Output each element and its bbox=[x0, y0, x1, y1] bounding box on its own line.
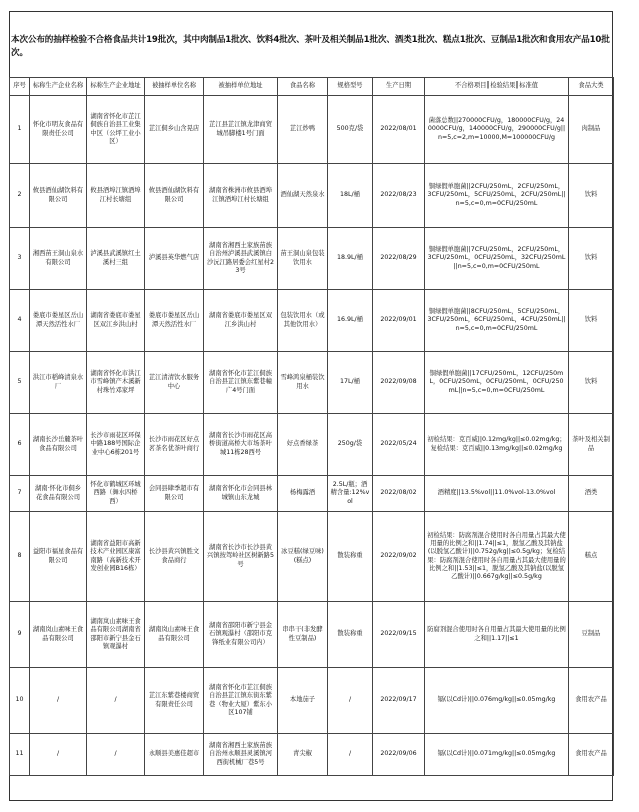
cell-category: 饮料 bbox=[569, 352, 614, 414]
cell-production-date: 2022/09/06 bbox=[373, 734, 425, 776]
cell-sampled-unit: 娄底市娄星区岳山潭天然活性水厂 bbox=[145, 290, 204, 352]
cell-sampled-address: 湖南省怀化市芷江侗族自治县芷江镇东紫巷幢广4号门面 bbox=[204, 352, 278, 414]
cell-food-name: 串串干(非发酵性豆制品) bbox=[278, 602, 328, 668]
cell-producer: 湖南岚山素味王食品有限公司 bbox=[30, 602, 87, 668]
cell-no: 8 bbox=[10, 512, 30, 602]
cell-producer: 湖南长沙岳麓茶叶食品有限公司 bbox=[30, 414, 87, 476]
cell-producer-address: / bbox=[87, 668, 145, 734]
cell-producer: / bbox=[30, 668, 87, 734]
table-row bbox=[10, 734, 614, 776]
cell-production-date: 2022/08/23 bbox=[373, 164, 425, 228]
cell-producer-address: 湖南省娄底市娄星区双江乡洪山村 bbox=[87, 290, 145, 352]
cell-spec: 18.9L/桶 bbox=[328, 228, 373, 290]
cell-result: 初检结果：克百威||0.12mg/kg||≤0.02mg/kg；复检结果：克百威||0.13mg/kg||≤0.02mg/kg bbox=[425, 414, 569, 476]
document-sheet bbox=[9, 11, 613, 801]
col-header-sampled-address: 被抽样单位地址 bbox=[204, 78, 278, 96]
cell-food-name: 酒仙湖天然泉水 bbox=[278, 164, 328, 228]
table-row bbox=[10, 512, 614, 602]
cell-sampled-unit: 芷江清清饮水服务中心 bbox=[145, 352, 204, 414]
col-header-sampled-unit: 被抽样单位名称 bbox=[145, 78, 204, 96]
cell-spec: 500克/袋 bbox=[328, 96, 373, 164]
cell-spec: 16.9L/桶 bbox=[328, 290, 373, 352]
cell-sampled-unit: 泸溪县英华燃气店 bbox=[145, 228, 204, 290]
cell-producer-address: 长沙市雨花区环保中路188号国际企业中心6栋201号 bbox=[87, 414, 145, 476]
cell-producer: 洪江市稻峰清泉水厂 bbox=[30, 352, 87, 414]
cell-producer-address: 湖南省益阳市高新技术产业园区康富南路（高新技术开发创业园B16栋） bbox=[87, 512, 145, 602]
cell-spec: 17L/桶 bbox=[328, 352, 373, 414]
table-row bbox=[10, 414, 614, 476]
cell-food-name: 杨梅露酒 bbox=[278, 476, 328, 512]
table-row bbox=[10, 476, 614, 512]
cell-production-date: 2022/09/01 bbox=[373, 290, 425, 352]
col-header-spec: 规格型号 bbox=[328, 78, 373, 96]
cell-category: 食用农产品 bbox=[569, 734, 614, 776]
cell-producer: 湘西苗王洞山泉水有限公司 bbox=[30, 228, 87, 290]
cell-sampled-address: 芷江县芷江镇龙津商贸城吊脚楼1号门面 bbox=[204, 96, 278, 164]
cell-sampled-address: 湖南省长沙市长沙县黄兴镇按驾岭社区树新路5号 bbox=[204, 512, 278, 602]
cell-no: 1 bbox=[10, 96, 30, 164]
cell-sampled-address: 湖南省怀化市会同县林城镇山东龙城 bbox=[204, 476, 278, 512]
cell-spec: / bbox=[328, 668, 373, 734]
cell-sampled-unit: 芷江东紫巷楼商贸有限责任公司 bbox=[145, 668, 204, 734]
cell-sampled-unit: 攸县酒仙湖饮料有限公司 bbox=[145, 164, 204, 228]
cell-result: 铜绿假单胞菌||7CFU/250mL，2CFU/250mL，3CFU/250mL，0CFU/250mL，32CFU/250mL||n=5,c=0,m=0CFU/250mL bbox=[425, 228, 569, 290]
cell-producer: / bbox=[30, 734, 87, 776]
cell-result: 菌落总数||270000CFU/g，180000CFU/g，240000CFU/g，140000CFU/g，290000CFU/g||n=5,c=2,m=10000,M=100000CFU/g bbox=[425, 96, 569, 164]
cell-result: 铜绿假单胞菌||2CFU/250mL，2CFU/250mL，3CFU/250mL，5CFU/250mL，2CFU/250mL||n=5,c=0,m=0CFU/250mL bbox=[425, 164, 569, 228]
cell-producer-address: 攸县酒埠江镇酒埠江村长塘组 bbox=[87, 164, 145, 228]
table-row bbox=[10, 96, 614, 164]
table-row bbox=[10, 290, 614, 352]
cell-sampled-address: 湖南省湘西土家族苗族自治州泸溪县武溪镇白沙沅江路居委会红星村23号 bbox=[204, 228, 278, 290]
table-row bbox=[10, 164, 614, 228]
cell-producer: 怀化市明友食品有限责任公司 bbox=[30, 96, 87, 164]
col-header-food-name: 食品名称 bbox=[278, 78, 328, 96]
cell-no: 2 bbox=[10, 164, 30, 228]
cell-spec: 2.5L/瓶；酒精含量:12%vol bbox=[328, 476, 373, 512]
cell-food-name: 青尖椒 bbox=[278, 734, 328, 776]
cell-category: 饮料 bbox=[569, 228, 614, 290]
cell-result: 防腐剂混合使用时各自用量占其最大使用量的比例之和||1.17||≤1 bbox=[425, 602, 569, 668]
cell-category: 饮料 bbox=[569, 164, 614, 228]
cell-food-name: 包装饮用水（或其他饮用水） bbox=[278, 290, 328, 352]
table-header-row bbox=[10, 78, 614, 96]
cell-food-name: 本地茄子 bbox=[278, 668, 328, 734]
cell-producer-address: 湖南省怀化市洪江市雪峰镇产木溪新村珠竹邓家坪 bbox=[87, 352, 145, 414]
cell-sampled-address: 湖南省邵阳市新宁县金石镇观瀑村（邵阳市克锋纸业有限公司内） bbox=[204, 602, 278, 668]
cell-sampled-unit: 永顺县美惠佳超市 bbox=[145, 734, 204, 776]
cell-food-name: 雪峰鸿泉桶装饮用水 bbox=[278, 352, 328, 414]
cell-no: 7 bbox=[10, 476, 30, 512]
col-header-category: 食品大类 bbox=[569, 78, 614, 96]
col-header-production-date: 生产日期 bbox=[373, 78, 425, 96]
cell-no: 6 bbox=[10, 414, 30, 476]
cell-category: 肉制品 bbox=[569, 96, 614, 164]
cell-production-date: 2022/09/08 bbox=[373, 352, 425, 414]
cell-no: 3 bbox=[10, 228, 30, 290]
cell-production-date: 2022/09/17 bbox=[373, 668, 425, 734]
table-row bbox=[10, 228, 614, 290]
cell-no: 5 bbox=[10, 352, 30, 414]
cell-production-date: 2022/09/02 bbox=[373, 512, 425, 602]
table-body bbox=[10, 96, 614, 776]
cell-producer-address: 怀化市鹤城区环城西路（舞水四桥西） bbox=[87, 476, 145, 512]
cell-producer: 娄底市娄星区岳山潭天然活性水厂 bbox=[30, 290, 87, 352]
col-header-producer: 标称生产企业名称 bbox=[30, 78, 87, 96]
cell-producer-address: 湖南岚山素味王食品有限公司湖南省邵阳市新宁县金石镇观瀑村 bbox=[87, 602, 145, 668]
cell-result: 铜绿假单胞菌||17CFU/250mL，12CFU/250mL，0CFU/250mL，0CFU/250mL，0CFU/250mL||n=5,c=0,m=0CFU/250mL bbox=[425, 352, 569, 414]
unqualified-food-table bbox=[9, 77, 614, 776]
cell-food-name: 好点香绿茶 bbox=[278, 414, 328, 476]
cell-spec: 散装称重 bbox=[328, 512, 373, 602]
cell-category: 豆制品 bbox=[569, 602, 614, 668]
cell-result: 镉(以Cd计)||0.071mg/kg||≤0.05mg/kg bbox=[425, 734, 569, 776]
cell-category: 食用农产品 bbox=[569, 668, 614, 734]
cell-no: 11 bbox=[10, 734, 30, 776]
cell-sampled-unit: 芷江侗乡山含晃店 bbox=[145, 96, 204, 164]
cell-producer: 攸县酒仙湖饮料有限公司 bbox=[30, 164, 87, 228]
cell-spec: / bbox=[328, 734, 373, 776]
cell-sampled-address: 湖南省怀化市芷江侗族自治县芷江镇东街东紫巷（物业大厦）紫东小区107铺 bbox=[204, 668, 278, 734]
cell-production-date: 2022/08/29 bbox=[373, 228, 425, 290]
cell-production-date: 2022/09/15 bbox=[373, 602, 425, 668]
cell-no: 4 bbox=[10, 290, 30, 352]
cell-result: 镉(以Cd计)||0.076mg/kg||≤0.05mg/kg bbox=[425, 668, 569, 734]
cell-production-date: 2022/08/02 bbox=[373, 476, 425, 512]
cell-spec: 250g/袋 bbox=[328, 414, 373, 476]
cell-category: 饮料 bbox=[569, 290, 614, 352]
cell-sampled-unit: 会同县肆季超市有限公司 bbox=[145, 476, 204, 512]
cell-sampled-unit: 长沙市雨花区好点茗茶名优茶叶商行 bbox=[145, 414, 204, 476]
table-row bbox=[10, 668, 614, 734]
cell-sampled-address: 湖南省株洲市攸县酒埠江镇酒埠江村长塘组 bbox=[204, 164, 278, 228]
cell-production-date: 2022/05/24 bbox=[373, 414, 425, 476]
cell-food-name: 芷江炒鸭 bbox=[278, 96, 328, 164]
cell-sampled-address: 湖南省娄底市娄星区双江乡洪山村 bbox=[204, 290, 278, 352]
cell-sampled-unit: 湖南岚山素味王食品有限公司 bbox=[145, 602, 204, 668]
table-row bbox=[10, 352, 614, 414]
cell-producer-address: 泸溪县武溪镇红土溪村三组 bbox=[87, 228, 145, 290]
col-header-result: 不合格项目║检验结果║标准值 bbox=[425, 78, 569, 96]
cell-food-name: 苗王洞山泉包装饮用水 bbox=[278, 228, 328, 290]
col-header-no: 序号 bbox=[10, 78, 30, 96]
cell-category: 糕点 bbox=[569, 512, 614, 602]
cell-sampled-unit: 长沙县黄兴镇胜文食品商行 bbox=[145, 512, 204, 602]
cell-result: 初检结果：防腐剂混合使用时各自用量占其最大使用量的比例之和||1.74||≤1，脱氢乙酸及其钠盐(以脱氢乙酸计)||0.752g/kg||≤0.5g/kg；复检结果：防腐剂混合使用时各自用量占其最大使用量的比例之和||1.53||≤1，脱氢乙酸及其钠盐(以脱氢乙酸计)||0.667g/kg||≤0.5g/kg bbox=[425, 512, 569, 602]
cell-spec: 18L/桶 bbox=[328, 164, 373, 228]
cell-spec: 散装称重 bbox=[328, 602, 373, 668]
cell-result: 铜绿假单胞菌||8CFU/250mL，5CFU/250mL，3CFU/250mL，6CFU/250mL，4CFU/250mL||n=5,c=0,m=0CFU/250mL bbox=[425, 290, 569, 352]
intro-paragraph: 本次公布的抽样检验不合格食品共计19批次，其中肉制品1批次、饮料4批次、茶叶及相关制品1批次、酒类1批次、糕点1批次、豆制品1批次和食用农产品10批次。 bbox=[11, 35, 610, 58]
cell-sampled-address: 湖南省长沙市雨花区高桥街道高桥大市场茶叶城11栋28西号 bbox=[204, 414, 278, 476]
cell-category: 茶叶及相关制品 bbox=[569, 414, 614, 476]
table-row bbox=[10, 602, 614, 668]
cell-production-date: 2022/08/01 bbox=[373, 96, 425, 164]
cell-category: 酒类 bbox=[569, 476, 614, 512]
cell-producer: 益阳市福星食品有限公司 bbox=[30, 512, 87, 602]
cell-sampled-address: 湖南省湘西土家族苗族自治州永顺县灵溪镇河西街机械厂巷5号 bbox=[204, 734, 278, 776]
cell-food-name: 冰豆糕(绿豆味)(糕点) bbox=[278, 512, 328, 602]
cell-no: 10 bbox=[10, 668, 30, 734]
cell-no: 9 bbox=[10, 602, 30, 668]
cell-result: 酒精度||13.5%vol||11.0%vol-13.0%vol bbox=[425, 476, 569, 512]
cell-producer-address: / bbox=[87, 734, 145, 776]
cell-producer-address: 湖南省怀化市芷江侗族自治县工业集中区（公坪工业小区） bbox=[87, 96, 145, 164]
cell-producer: 湖南·怀化市侗乡花食品有限公司 bbox=[30, 476, 87, 512]
col-header-producer-address: 标称生产企业地址 bbox=[87, 78, 145, 96]
